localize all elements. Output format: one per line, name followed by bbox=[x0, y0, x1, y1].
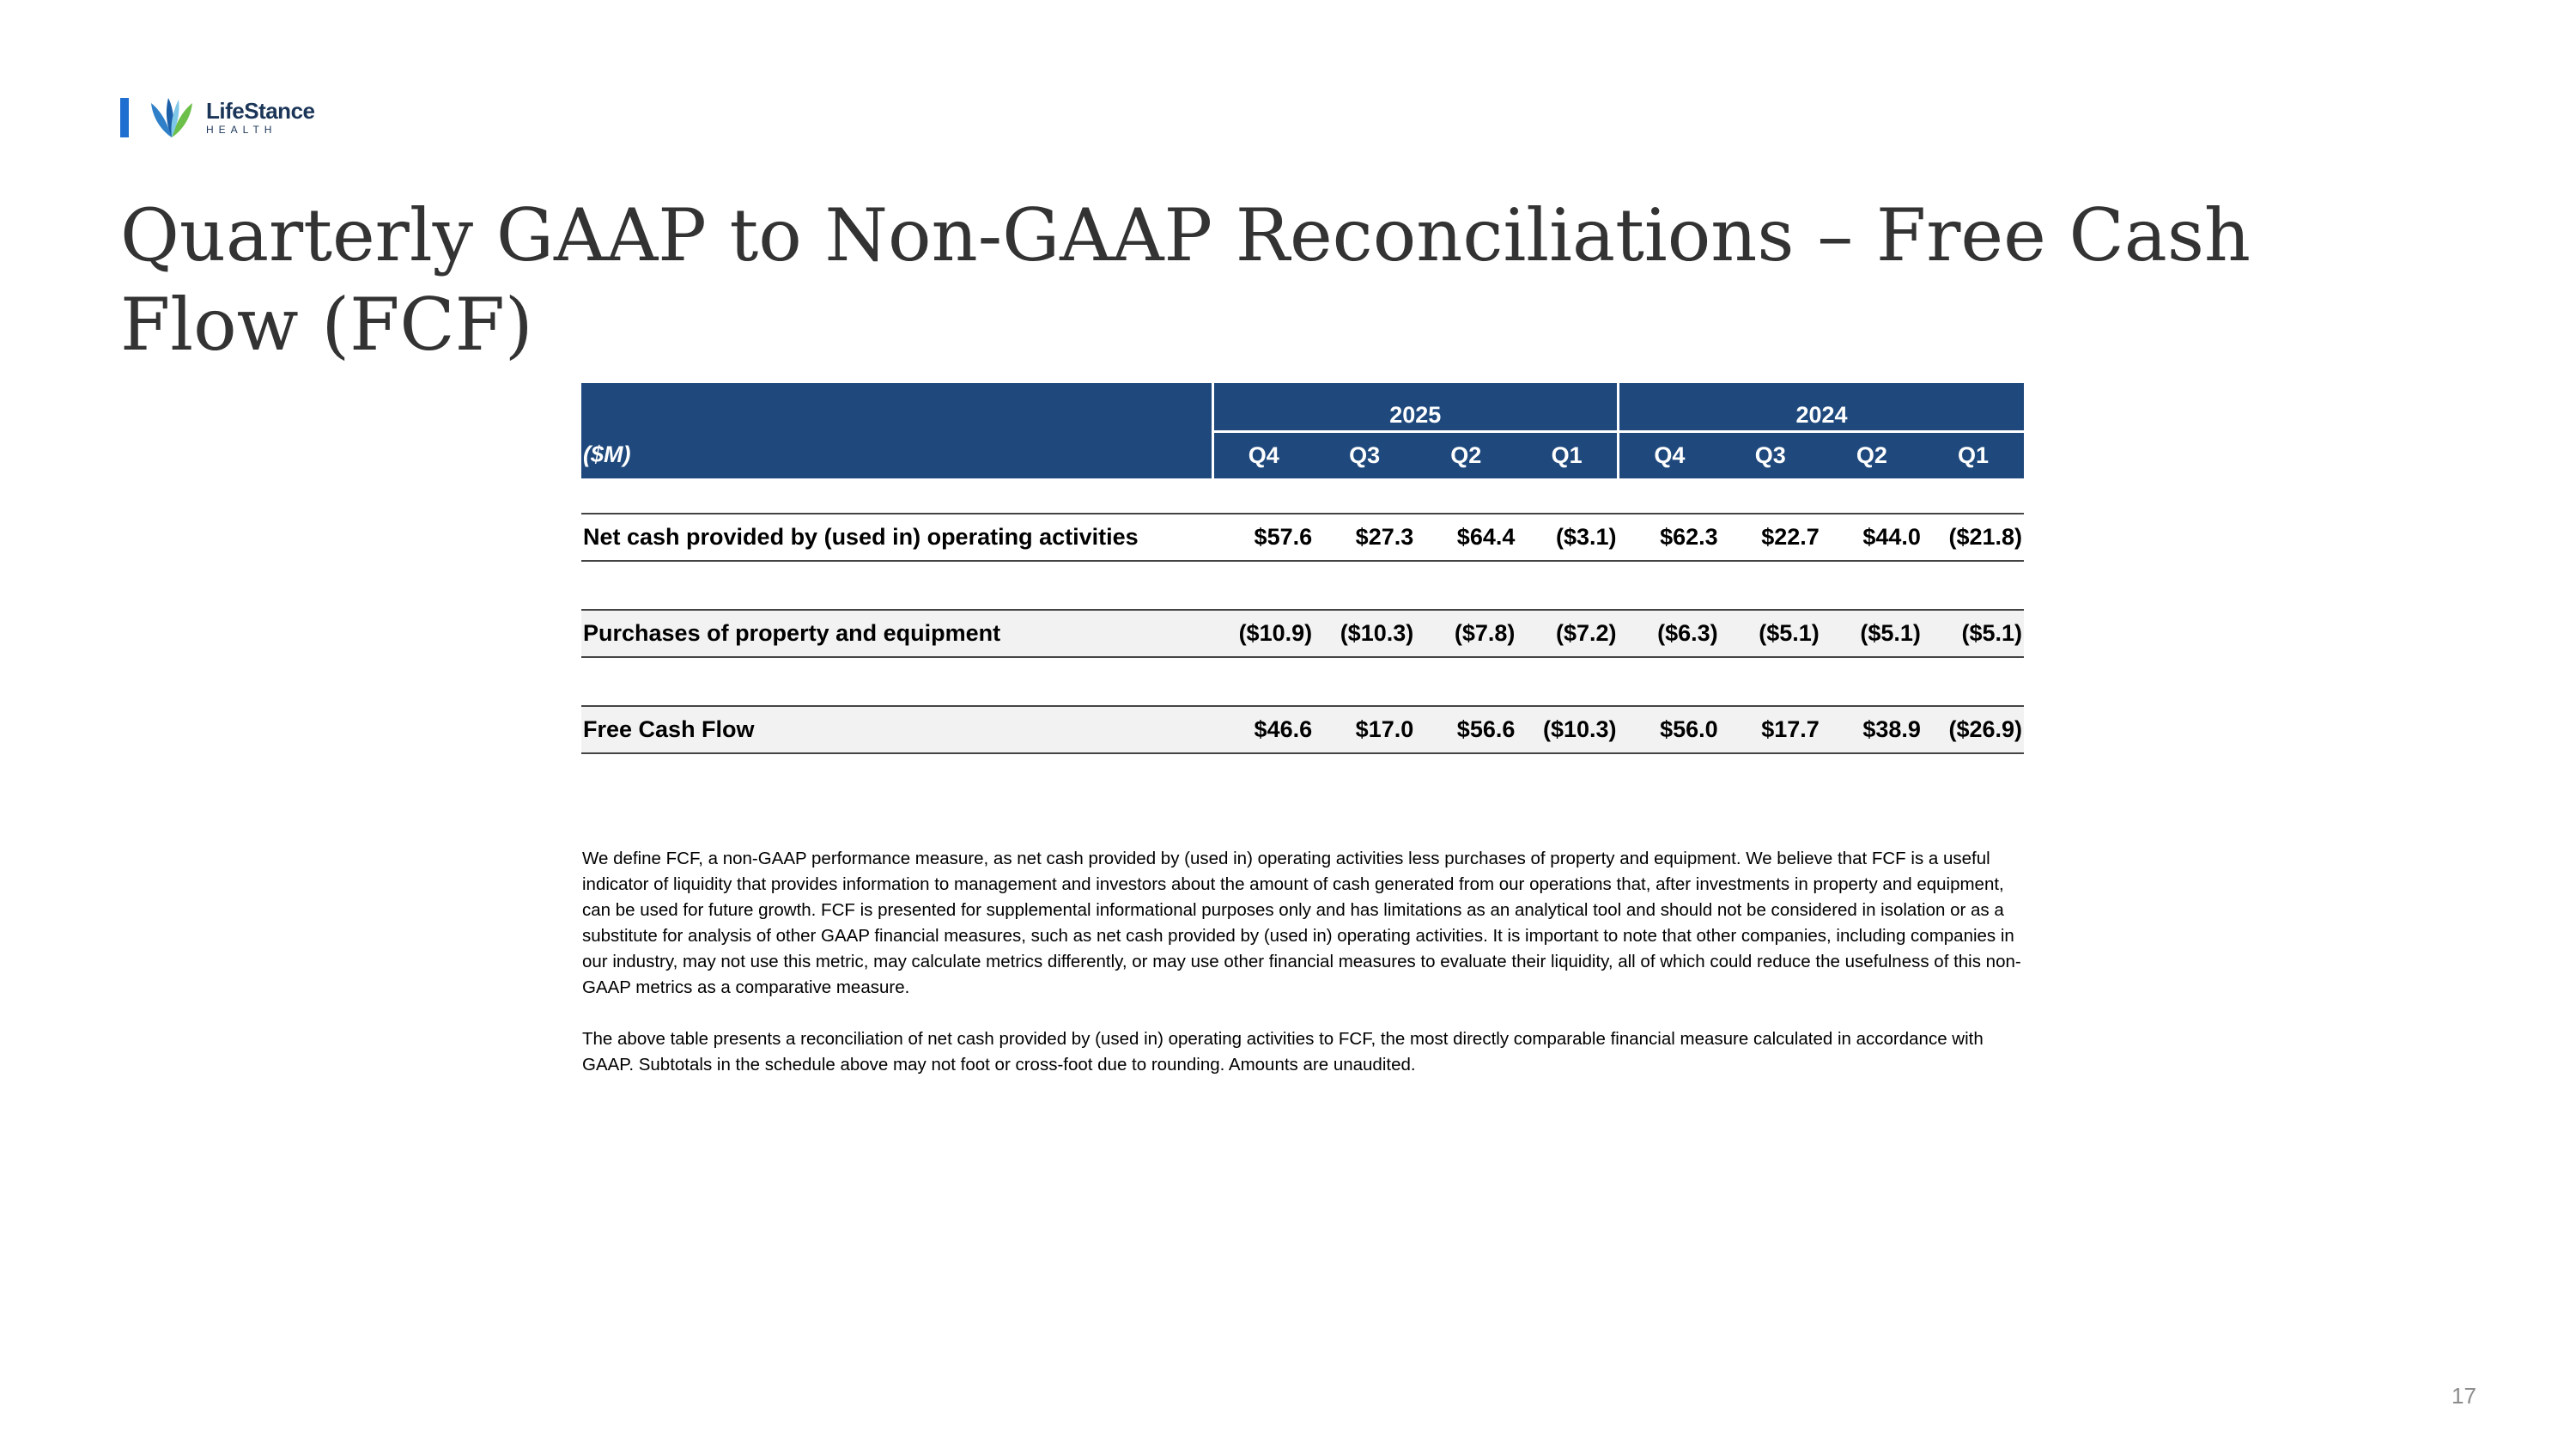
table-cell: ($5.1) bbox=[1720, 610, 1821, 657]
table-cell: ($10.3) bbox=[1516, 706, 1618, 753]
row-label: Free Cash Flow bbox=[581, 706, 1212, 753]
quarter-header: Q1 bbox=[1516, 432, 1618, 479]
logo-accent-bar bbox=[120, 98, 129, 137]
row-label: Net cash provided by (used in) operating activities bbox=[581, 514, 1212, 561]
table-cell: ($10.3) bbox=[1314, 610, 1415, 657]
fcf-definition-note: We define FCF, a non-GAAP performance measure, as net cash provided by (used in) operating activities less purchases of property and equipment. We believe that FCF is a useful indicator of liquidity that provides information to management and investors about the amount of cash generated from our operations that, after investments in property and equipment, can be used for future growth. FCF is presented for supplemental informational purposes only and has limitations as an analytical tool and should not be considered in isolation or as a substitute for analysis of other GAAP financial measures, such as net cash provided by (used in) operating activities. It is important to note that other companies, including companies in our industry, may not use this metric, may calculate metrics differently, or may use other financial measures to evaluate their liquidity, all of which could reduce the usefulness of this non-GAAP metrics as a comparative measure. bbox=[582, 849, 2021, 997]
table-row-free-cash-flow bbox=[581, 706, 2024, 753]
table-cell: ($21.8) bbox=[1923, 514, 2024, 561]
table-cell: $64.4 bbox=[1415, 514, 1516, 561]
logo-subtitle: HEALTH bbox=[206, 124, 277, 136]
table-cell: $17.7 bbox=[1720, 706, 1821, 753]
table-cell: ($6.3) bbox=[1619, 610, 1720, 657]
table-cell: $56.6 bbox=[1415, 706, 1516, 753]
quarter-header: Q1 bbox=[1923, 432, 2024, 479]
footnotes bbox=[582, 846, 2025, 1104]
table-cell: ($7.2) bbox=[1516, 610, 1618, 657]
reconciliation-note: The above table presents a reconciliation of net cash provided by (used in) operating activities to FCF, the most directly comparable financial measure calculated in accordance with GAAP. Subtotals in the schedule above may not foot or cross-foot due to rounding. Amounts are unaudited. bbox=[582, 1029, 1984, 1075]
table-cell: ($5.1) bbox=[1923, 610, 2024, 657]
page-number: 17 bbox=[2451, 1383, 2476, 1409]
row-label: Purchases of property and equipment bbox=[581, 610, 1212, 657]
year-header: 2024 bbox=[1619, 383, 2025, 432]
quarter-header: Q3 bbox=[1720, 432, 1821, 479]
header-blank bbox=[581, 383, 1212, 432]
table-cell: $38.9 bbox=[1821, 706, 1923, 753]
table-cell: $46.6 bbox=[1212, 706, 1314, 753]
unit-label: ($M) bbox=[581, 432, 1212, 479]
table-cell: ($10.9) bbox=[1212, 610, 1314, 657]
fcf-reconciliation-table bbox=[581, 383, 2024, 754]
quarter-header: Q3 bbox=[1314, 432, 1415, 479]
table-cell: ($3.1) bbox=[1516, 514, 1618, 561]
table-cell: ($26.9) bbox=[1923, 706, 2024, 753]
table-cell: $56.0 bbox=[1619, 706, 1720, 753]
table-cell: $27.3 bbox=[1314, 514, 1415, 561]
table-cell: ($5.1) bbox=[1821, 610, 1923, 657]
table-cell: $44.0 bbox=[1821, 514, 1923, 561]
table-cell: $22.7 bbox=[1720, 514, 1821, 561]
table-row-capex bbox=[581, 610, 2024, 657]
table-row-operating-cash bbox=[581, 514, 2024, 561]
lifestance-leaf-icon bbox=[146, 93, 197, 143]
table-cell: $17.0 bbox=[1314, 706, 1415, 753]
logo-name: LifeStance bbox=[206, 98, 315, 124]
company-logo bbox=[120, 93, 315, 143]
year-header: 2025 bbox=[1212, 383, 1619, 432]
table-cell: ($7.8) bbox=[1415, 610, 1516, 657]
quarter-header: Q2 bbox=[1821, 432, 1923, 479]
table-cell: $62.3 bbox=[1619, 514, 1720, 561]
quarter-header: Q4 bbox=[1212, 432, 1314, 479]
page-title: Quarterly GAAP to Non-GAAP Reconciliations – Free Cash Flow (FCF) bbox=[120, 193, 2251, 367]
quarter-header: Q4 bbox=[1619, 432, 1720, 479]
table-cell: $57.6 bbox=[1212, 514, 1314, 561]
quarter-header: Q2 bbox=[1415, 432, 1516, 479]
